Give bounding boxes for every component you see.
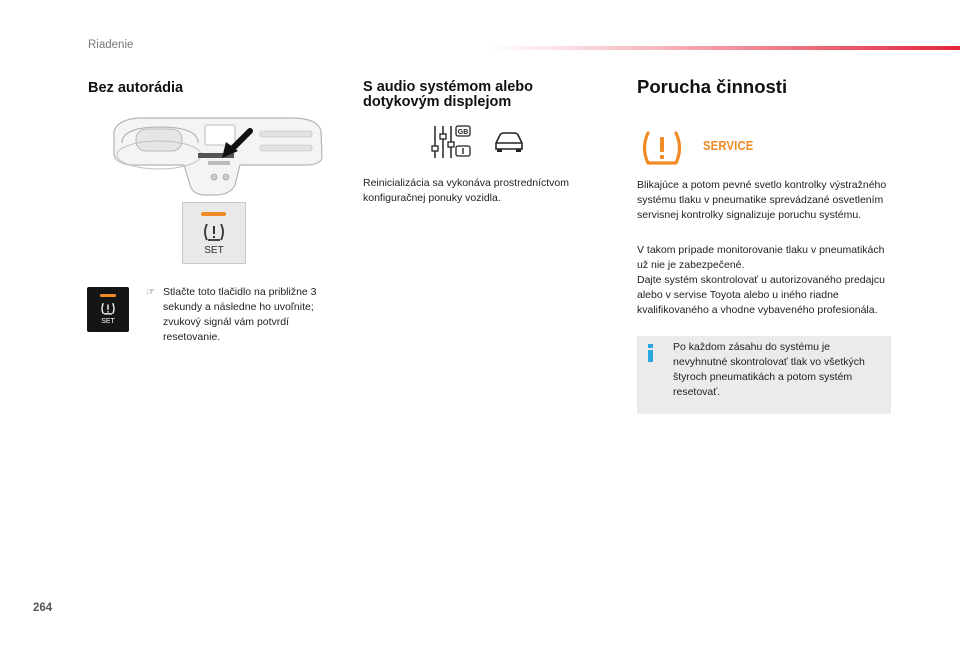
tire-pressure-warning-icon: [640, 129, 684, 167]
service-warning-label: SERVICE: [703, 139, 754, 153]
gb-label: GB: [457, 129, 469, 136]
tire-pressure-icon: [202, 221, 226, 243]
car-icon: [493, 131, 525, 153]
info-icon: [646, 344, 656, 362]
tire-pressure-icon: [100, 301, 116, 316]
indicator-led: [201, 212, 226, 216]
header-accent-line: [490, 46, 960, 50]
heading-without-radio: Bez autorádia: [88, 80, 184, 96]
set-button-panel: [182, 202, 246, 264]
dashboard-illustration: [110, 113, 325, 198]
instruction-text: Stlačte toto tlačidlo na približne 3 sekundy a následne ho uvoľnite; zvukový signál vám potvrdí resetovanie.: [163, 286, 317, 343]
malfunction-paragraph-1: Blikajúce a potom pevné svetlo kontrolky výstražného systému tlaku v pneumatike sprevádzané osvetlením servisnej kontrolky signalizuje poruchu systému.: [637, 179, 887, 221]
malfunction-paragraph-2: V takom prípade monitorovanie tlaku v pneumatikách už nie je zabezpečené. Dajte systém skontrolovať u autorizovaného predajcu alebo v servise Toyota alebo u iného riadne kvalifikovaného a vhodne vybaveného profesionála.: [637, 244, 885, 316]
chapter-title: Riadenie: [88, 39, 134, 51]
info-text: Po každom zásahu do systému je nevyhnutné skontrolovať tlak vo všetkých štyroch pneumatikách a potom systém resetovať.: [673, 341, 865, 398]
settings-sliders-icon: [431, 124, 471, 160]
set-label: SET: [204, 245, 224, 256]
page-number: 264: [33, 602, 53, 614]
pointing-hand-icon: ☞: [146, 287, 155, 298]
heading-with-audio-system: S audio systémom alebo dotykovým displejom: [363, 79, 534, 110]
heading-malfunction: Porucha činnosti: [637, 76, 788, 97]
set-label: SET: [101, 318, 115, 325]
reinitialization-text: Reinicializácia sa vykonáva prostredníctvom konfiguračnej ponuky vozidla.: [363, 177, 570, 204]
indicator-led: [100, 294, 116, 297]
set-button-icon: [87, 287, 129, 332]
